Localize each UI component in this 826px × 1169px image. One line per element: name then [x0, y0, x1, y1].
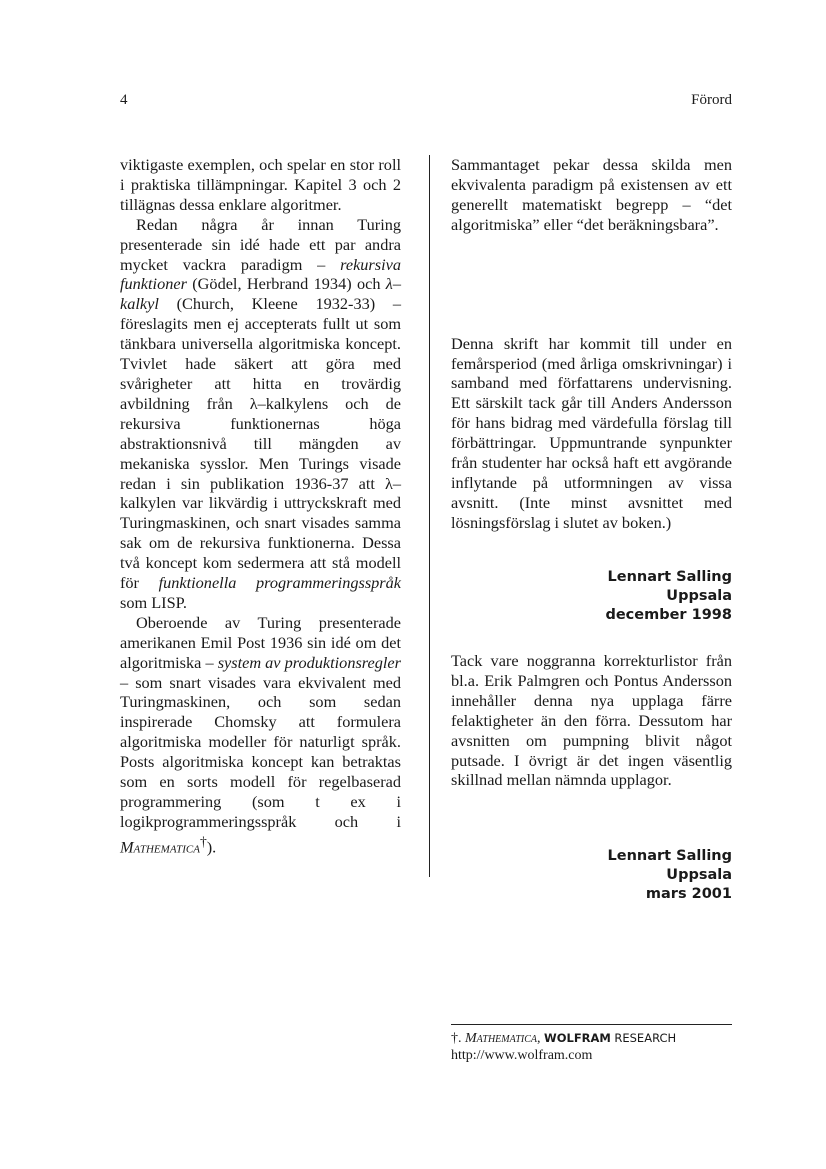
- signature-1: [432, 568, 732, 625]
- right-paragraph-1: Sammantaget pekar dessa skilda men ekvivalenta paradigm på existensen av ett generellt matematiskt begrepp – “det algoritmiska” eller “det beräkningsbara”.: [451, 155, 732, 234]
- right-paragraph-3: Tack vare noggranna korrekturlistor från bl.a. Erik Palmgren och Pontus Andersson innehåller denna nya upplaga färre felaktigheter än den förra. Dessutom har avsnitten om pumpning blivit något putsade. I övrigt är det ingen väsentlig skillnad mellan nämnda upplagor.: [451, 651, 732, 790]
- signature-date: mars 2001: [645, 886, 732, 902]
- signature-date: december 1998: [605, 607, 732, 623]
- right-column-lower: [451, 651, 732, 790]
- left-paragraph-2: Redan några år innan Turing presenterade sin idé hade ett par andra mycket vackra paradigm – rekursiva funktioner (Gödel, Herbrand 1934) och λ–kalkyl (Church, Kleene 1932-33) – föreslagits men ej accepterats fullt ut som tänkbara universella algoritmiska koncept. Tvivlet hade säkert att göra med svårigheter att hitta en trovärdig avbildning från λ–kalkylens och de rekursiva funktionernas höga abstraktionsnivå till mängden av mekaniska sysslor. Men Turings visade redan i sin publikation 1936-37 att λ–kalkylen var likvärdig i uttryckskraft med Turingmaskinen, och snart visades samma sak om de rekursiva funktionerna. Dessa två koncept kom sedermera att stå modell för funktionella programmeringsspråk som LISP.: [120, 214, 401, 612]
- footnote-url: http://www.wolfram.com: [451, 1048, 593, 1063]
- research-label: RESEARCH: [614, 1031, 677, 1045]
- emphasis-term: system av produktionsregler: [217, 652, 401, 672]
- left-column: [120, 155, 401, 857]
- chapter-title: Förord: [691, 92, 732, 108]
- wolfram-name: WOLFRAM: [544, 1031, 611, 1045]
- emphasis-term: funktionella programmeringsspråk: [158, 573, 401, 593]
- emphasis-term: rekursiva funktioner: [120, 254, 401, 294]
- left-paragraph-1: viktigaste exemplen, och spelar en stor roll i praktiska tillämpningar. Kapitel 3 och 2 tillägnas dessa enklare algoritmer.: [120, 155, 401, 214]
- signature-2: [432, 847, 732, 904]
- dagger-footnote-mark: †: [199, 833, 207, 849]
- column-divider: [429, 155, 430, 877]
- footnote-rule: [451, 1024, 732, 1025]
- emphasis-term: λ–kalkyl: [120, 274, 401, 314]
- footnote: †. Mathematica, WOLFRAM RESEARCH http://www.wolfram.com: [451, 1030, 751, 1064]
- mathematica-name: Mathematica: [120, 837, 200, 857]
- mathematica-name: Mathematica: [465, 1031, 538, 1046]
- running-head: [120, 92, 732, 112]
- footnote-marker: †.: [451, 1031, 462, 1046]
- signature-name: Lennart Salling: [607, 848, 732, 864]
- page-number: 4: [120, 92, 128, 108]
- left-paragraph-3: Oberoende av Turing presenterade amerikanen Emil Post 1936 sin idé om det algoritmiska – system av produktionsregler – som snart visades vara ekvivalent med Turingmaskinen, och som sedan inspirerade Chomsky att formulera algoritmiska modeller för naturligt språk. Posts algoritmiska koncept kan betraktas som en sorts modell för regelbaserad programmering (som t ex i logikprogrammeringsspråk och i Mathematica†).: [120, 612, 401, 857]
- signature-place: Uppsala: [666, 867, 732, 883]
- right-column: [451, 155, 732, 533]
- right-paragraph-2: Denna skrift har kommit till under en femårsperiod (med årliga omskrivningar) i samband med författarens undervisning. Ett särskilt tack går till Anders Andersson för hans bidrag med värdefulla förslag till förbättringar. Uppmuntrande synpunkter från studenter har också haft ett avgörande inflytande på utformningen av vissa avsnitt. (Inte minst avsnittet med lösningsförslag i slutet av boken.): [451, 333, 732, 532]
- signature-name: Lennart Salling: [607, 569, 732, 585]
- signature-place: Uppsala: [666, 588, 732, 604]
